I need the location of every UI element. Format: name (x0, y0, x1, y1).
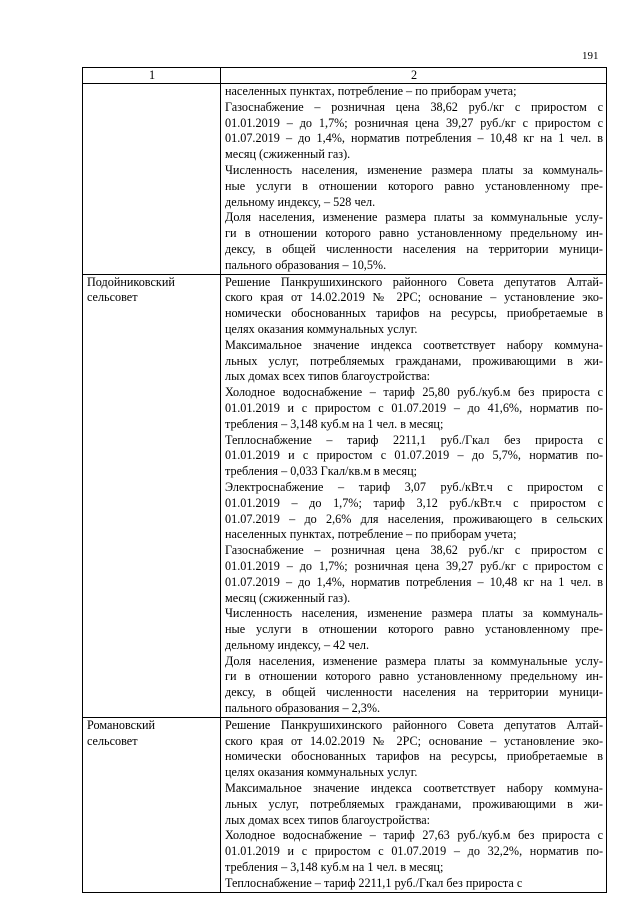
text-line: целях оказания коммунальных услуг. (225, 321, 418, 336)
text-line: 01.01.2019 – до 1,7%; тариф 3,12 руб./кВт.ч с приростом с (225, 495, 603, 510)
table-row (83, 717, 607, 892)
text-line: месяц (сжиженный газ). (225, 590, 351, 605)
text-line: ского края от 14.02.2019 № 2РС; основание – установление эко- (225, 733, 603, 748)
text-line: 01.01.2019 – до 1,7%; розничная цена 39,27 руб./кг с приростом с (225, 558, 603, 573)
municipality-name-cell (83, 274, 221, 717)
page-number: 191 (582, 50, 599, 62)
text-line: 01.01.2019 – до 1,7%; розничная цена 39,27 руб./кг с приростом с (225, 115, 603, 130)
text-line: дельному индексу, – 528 чел. (225, 194, 376, 209)
text-line: пального образования – 10,5%. (225, 257, 387, 272)
municipality-name-line: Подойниковский (87, 274, 175, 289)
text-line: требления – 3,148 куб.м на 1 чел. в месяц; (225, 416, 444, 431)
tariff-description-cell (221, 84, 607, 275)
text-line: дельному индексу, – 42 чел. (225, 637, 370, 652)
text-line: номически обоснованных тарифов на ресурсы, приобретаемые в (225, 749, 603, 764)
text-line: Максимальное значение индекса соответствует набору коммуна- (225, 337, 603, 352)
text-line: требления – 0,033 Гкал/кв.м в месяц; (225, 464, 418, 479)
text-line: номически обоснованных тарифов на ресурсы, приобретаемые в (225, 306, 603, 321)
text-line: дексу, в общей численности населения на территории муници- (225, 685, 603, 700)
text-line: Решение Панкрушихинского районного Совета депутатов Алтай- (225, 717, 603, 732)
text-line: Электроснабжение – тариф 3,07 руб./кВт.ч с приростом с (225, 479, 603, 494)
municipality-name-cell (83, 717, 221, 892)
text-line: дексу, в общей численности населения на территории муници- (225, 241, 603, 256)
tariff-table (82, 67, 607, 893)
text-line: Решение Панкрушихинского районного Совета депутатов Алтай- (225, 274, 603, 289)
tariff-description-cell (221, 274, 607, 717)
text-line: 01.07.2019 – до 1,4%, норматив потребления – 10,48 кг на 1 чел. в (225, 574, 603, 589)
text-line: целях оказания коммунальных услуг. (225, 765, 418, 780)
text-line: пального образования – 2,3%. (225, 701, 381, 716)
text-line: Холодное водоснабжение – тариф 27,63 руб./куб.м без прироста с (225, 828, 603, 843)
municipality-name-cell (83, 84, 221, 275)
text-line: льных услуг, потребляемых гражданами, проживающими в жи- (225, 353, 603, 368)
text-line: Численность населения, изменение размера платы за коммуналь- (225, 606, 603, 621)
tariff-description-cell (221, 717, 607, 892)
text-line: 01.01.2019 и с приростом с 01.07.2019 – до 32,2%, норматив по- (225, 844, 603, 859)
text-line: ги в отношении которого равно установленному предельному ин- (225, 669, 603, 684)
table-body (83, 84, 607, 893)
text-line: ского края от 14.02.2019 № 2РС; основание – установление эко- (225, 290, 603, 305)
text-line: Максимальное значение индекса соответствует набору коммуна- (225, 781, 603, 796)
text-line: ги в отношении которого равно установленному предельному ин- (225, 226, 603, 241)
text-line: льных услуг, потребляемых гражданами, проживающими в жи- (225, 796, 603, 811)
text-line: Доля населения, изменение размера платы за коммунальные услу- (225, 210, 603, 225)
text-line: Газоснабжение – розничная цена 38,62 руб./кг с приростом с (225, 543, 603, 558)
text-line: Численность населения, изменение размера платы за коммуналь- (225, 162, 603, 177)
text-line: 01.07.2019 – до 2,6% для населения, проживающего в сельских (225, 511, 603, 526)
municipality-name-line: сельсовет (87, 733, 138, 748)
text-line: Газоснабжение – розничная цена 38,62 руб./кг с приростом с (225, 99, 603, 114)
text-line: лых домах всех типов благоустройства: (225, 369, 431, 384)
text-line: ные услуги в отношении которого равно установленному пре- (225, 622, 603, 637)
text-line: Доля населения, изменение размера платы за коммунальные услу- (225, 653, 603, 668)
text-line: ные услуги в отношении которого равно установленному пре- (225, 178, 603, 193)
column-2-header: 2 (221, 68, 607, 84)
text-line: населенных пунктах, потребление – по приборам учета; (225, 84, 517, 98)
text-line: 01.01.2019 и с приростом с 01.07.2019 – до 5,7%, норматив по- (225, 448, 603, 463)
table-row (83, 84, 607, 275)
table-header-row (83, 68, 607, 84)
text-line: Теплоснабжение – тариф 2211,1 руб./Гкал без прироста с (225, 432, 603, 447)
column-1-header: 1 (83, 68, 221, 84)
text-line: Теплоснабжение – тариф 2211,1 руб./Гкал без прироста с (225, 875, 523, 890)
text-line: 01.07.2019 – до 1,4%, норматив потребления – 10,48 кг на 1 чел. в (225, 131, 603, 146)
municipality-name-line: Романовский (87, 717, 156, 732)
text-line: требления – 3,148 куб.м на 1 чел. в месяц; (225, 860, 444, 875)
text-line: месяц (сжиженный газ). (225, 147, 351, 162)
table-row (83, 274, 607, 717)
text-line: 01.01.2019 и с приростом с 01.07.2019 – до 41,6%, норматив по- (225, 400, 603, 415)
text-line: лых домах всех типов благоустройства: (225, 812, 431, 827)
text-line: населенных пунктах, потребление – по приборам учета; (225, 527, 517, 542)
text-line: Холодное водоснабжение – тариф 25,80 руб./куб.м без прироста с (225, 385, 603, 400)
municipality-name-line: сельсовет (87, 290, 138, 305)
